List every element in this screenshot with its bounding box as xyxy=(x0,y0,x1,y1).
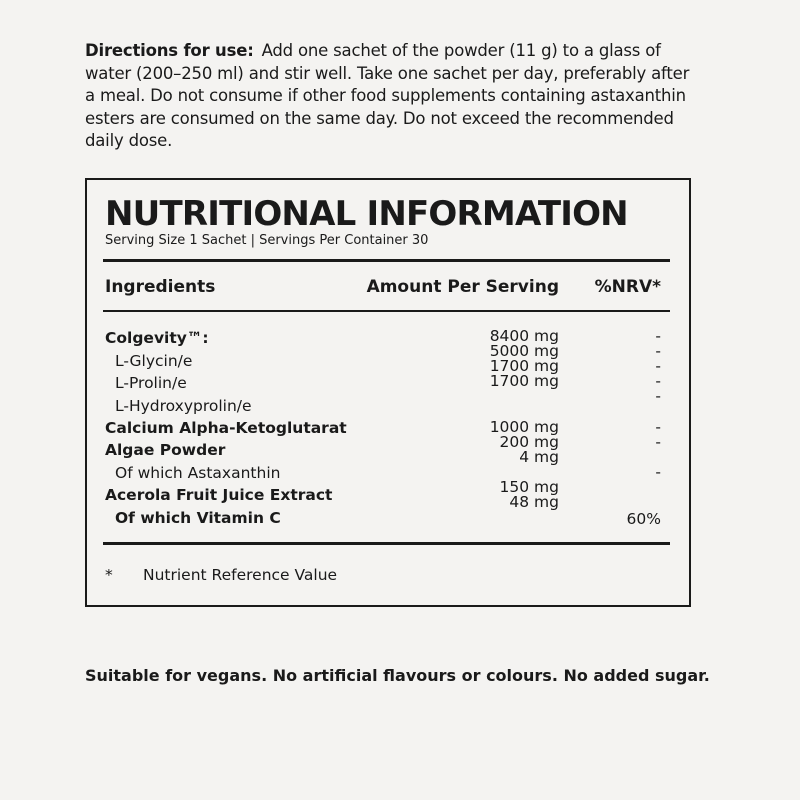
amount-glycine: 5000 mg xyxy=(489,342,559,360)
footnote-asterisk: * xyxy=(105,566,113,584)
ingredient-calcium-akg: Calcium Alpha-Ketoglutarat xyxy=(105,419,347,437)
nrv-glycine: - xyxy=(655,342,661,360)
amount-acerola: 150 mg xyxy=(499,478,559,496)
ingredient-proline: L-Prolin/e xyxy=(115,374,187,392)
nrv-acerola: - xyxy=(655,463,661,481)
amount-proline: 1700 mg xyxy=(489,357,559,375)
header-ingredients: Ingredients xyxy=(105,277,216,297)
serving-info: Serving Size 1 Sachet | Servings Per Container 30 xyxy=(105,233,429,248)
amount-astaxanthin: 4 mg xyxy=(519,448,559,466)
divider-top xyxy=(103,259,670,262)
amount-hydroxyproline: 1700 mg xyxy=(489,372,559,390)
divider-bottom xyxy=(103,542,670,545)
nutrition-panel xyxy=(85,178,691,607)
ingredient-astaxanthin: Of which Astaxanthin xyxy=(115,464,281,482)
ingredient-acerola: Acerola Fruit Juice Extract xyxy=(105,486,333,504)
amount-calcium-akg: 1000 mg xyxy=(489,418,559,436)
directions-paragraph xyxy=(85,40,700,153)
footnote-text: Nutrient Reference Value xyxy=(143,566,338,584)
header-amount: Amount Per Serving xyxy=(366,277,559,297)
nrv-vitamin-c: 60% xyxy=(626,510,661,528)
nrv-colgevity: - xyxy=(655,327,661,345)
ingredient-vitamin-c: Of which Vitamin C xyxy=(115,509,281,527)
ingredient-glycine: L-Glycin/e xyxy=(115,352,193,370)
nrv-astaxanthin: - xyxy=(655,433,661,451)
ingredient-hydroxyproline: L-Hydroxyprolin/e xyxy=(115,397,252,415)
suitability-statement: Suitable for vegans. No artificial flavours or colours. No added sugar. xyxy=(85,666,710,685)
directions-label: Directions for use: xyxy=(85,41,254,60)
amount-vitamin-c: 48 mg xyxy=(509,493,559,511)
directions-text: Add one sachet of the powder (11 g) to a glass of water (200–250 ml) and stir well. Take one sachet per day, preferably after a meal. Do not consume if other food supplements containing astaxanthin esters are consumed on the same day. Do not exceed the recommended daily dose. xyxy=(85,41,690,150)
ingredient-algae-powder: Algae Powder xyxy=(105,441,226,459)
nrv-algae-powder: - xyxy=(655,418,661,436)
amount-colgevity: 8400 mg xyxy=(489,327,559,345)
nrv-calcium-akg: - xyxy=(655,387,661,405)
nrv-proline: - xyxy=(655,357,661,375)
amount-algae-powder: 200 mg xyxy=(499,433,559,451)
ingredient-colgevity: Colgevity™: xyxy=(105,329,209,347)
panel-title: NUTRITIONAL INFORMATION xyxy=(105,194,628,234)
nrv-hydroxyproline: - xyxy=(655,372,661,390)
header-nrv: %NRV* xyxy=(594,277,661,297)
divider-header xyxy=(103,310,670,312)
